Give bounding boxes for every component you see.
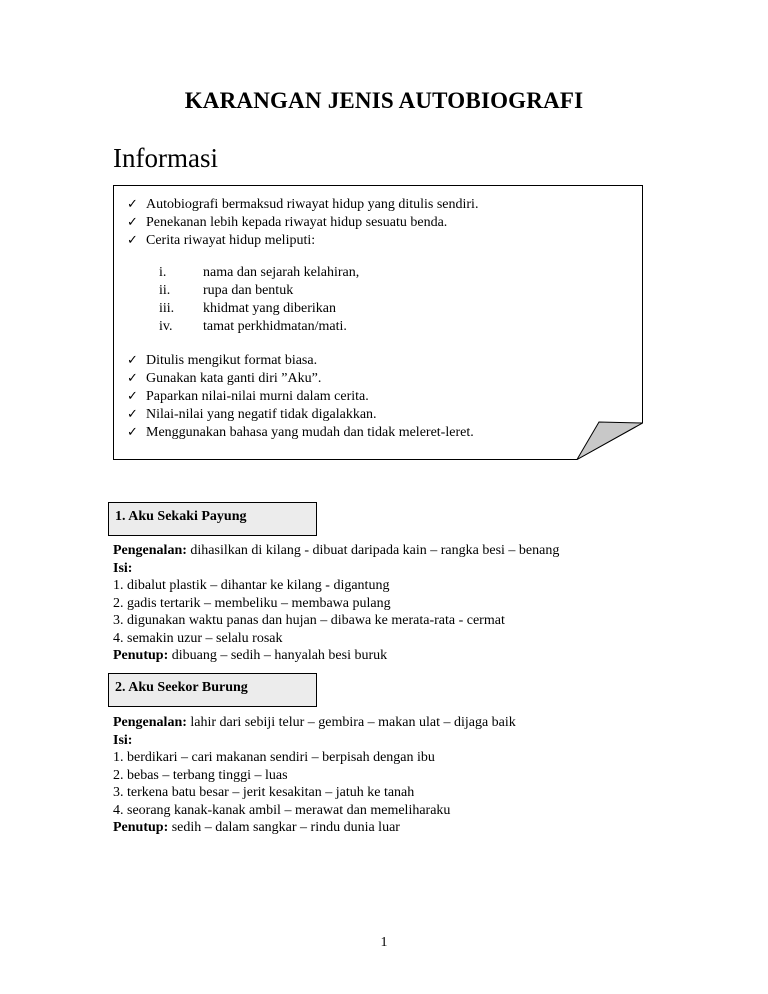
list-item: ✓ Cerita riwayat hidup meliputi: bbox=[127, 233, 316, 248]
checkmark-icon: ✓ bbox=[127, 407, 138, 422]
info-list-bottom bbox=[127, 352, 474, 442]
checkmark-icon: ✓ bbox=[127, 389, 138, 404]
isi-item: 3. digunakan waktu panas dan hujan – dibawa ke merata-rata - cermat bbox=[113, 613, 505, 628]
pengenalan-line: Pengenalan: dihasilkan di kilang - dibuat daripada kain – rangka besi – benang bbox=[113, 543, 560, 558]
list-item: ✓ Ditulis mengikut format biasa. bbox=[127, 353, 318, 368]
isi-item: 2. gadis tertarik – membeliku – membawa pulang bbox=[113, 595, 391, 611]
checkmark-icon: ✓ bbox=[127, 353, 138, 368]
list-item: ✓ Penekanan lebih kepada riwayat hidup sesuatu benda. bbox=[127, 215, 448, 230]
pengenalan-line: Pengenalan: lahir dari sebiji telur – gembira – makan ulat – dijaga baik bbox=[113, 715, 516, 730]
checkmark-icon: ✓ bbox=[127, 425, 138, 440]
isi-label: Isi: bbox=[113, 560, 133, 576]
isi-item: 1. dibalut plastik – dihantar ke kilang - digantung bbox=[113, 578, 390, 593]
page-number: 1 bbox=[380, 935, 388, 950]
checkmark-icon: ✓ bbox=[127, 197, 138, 212]
checkmark-icon: ✓ bbox=[127, 215, 138, 230]
sublist-item: iii. khidmat yang diberikan bbox=[159, 301, 336, 316]
penutup-label: Penutup: bbox=[113, 648, 169, 663]
pengenalan-label: Pengenalan: bbox=[113, 715, 187, 730]
section-heading: 1. Aku Sekaki Payung bbox=[108, 502, 317, 536]
info-heading: Informasi bbox=[113, 143, 218, 173]
section-heading: 2. Aku Seekor Burung bbox=[108, 673, 317, 707]
section-body bbox=[113, 542, 559, 665]
list-item: ✓ Autobiografi bermaksud riwayat hidup yang ditulis sendiri. bbox=[127, 197, 479, 212]
list-item: ✓ Paparkan nilai-nilai murni dalam cerita. bbox=[127, 389, 369, 404]
isi-label: Isi: bbox=[113, 732, 133, 748]
isi-item: 1. berdikari – cari makanan sendiri – berpisah dengan ibu bbox=[113, 750, 435, 765]
list-item: ✓ Gunakan kata ganti diri ”Aku”. bbox=[127, 371, 322, 386]
penutup-line: Penutup: dibuang – sedih – hanyalah besi buruk bbox=[113, 648, 388, 663]
isi-item: 2. bebas – terbang tinggi – luas bbox=[113, 767, 288, 783]
penutup-line: Penutup: sedih – dalam sangkar – rindu dunia luar bbox=[113, 820, 400, 835]
checkmark-icon: ✓ bbox=[127, 233, 138, 248]
pengenalan-label: Pengenalan: bbox=[113, 543, 187, 558]
info-sublist bbox=[159, 264, 359, 336]
checkmark-icon: ✓ bbox=[127, 371, 138, 386]
isi-item: 4. semakin uzur – selalu rosak bbox=[113, 630, 283, 646]
isi-item: 4. seorang kanak-kanak ambil – merawat dan memeliharaku bbox=[113, 802, 451, 818]
document-title: KARANGAN JENIS AUTOBIOGRAFI bbox=[184, 88, 584, 113]
penutup-label: Penutup: bbox=[113, 820, 172, 835]
sublist-item: iv. tamat perkhidmatan/mati. bbox=[159, 319, 347, 334]
isi-item: 3. terkena batu besar – jerit kesakitan – jatuh ke tanah bbox=[113, 785, 415, 800]
sublist-item: ii. rupa dan bentuk bbox=[159, 283, 294, 298]
sublist-item: i. nama dan sejarah kelahiran, bbox=[159, 265, 360, 280]
list-item: ✓ Menggunakan bahasa yang mudah dan tidak meleret-leret. bbox=[127, 425, 474, 440]
list-item: ✓ Nilai-nilai yang negatif tidak digalakkan. bbox=[127, 407, 377, 422]
info-list-top bbox=[127, 196, 478, 250]
section-body bbox=[113, 714, 516, 837]
